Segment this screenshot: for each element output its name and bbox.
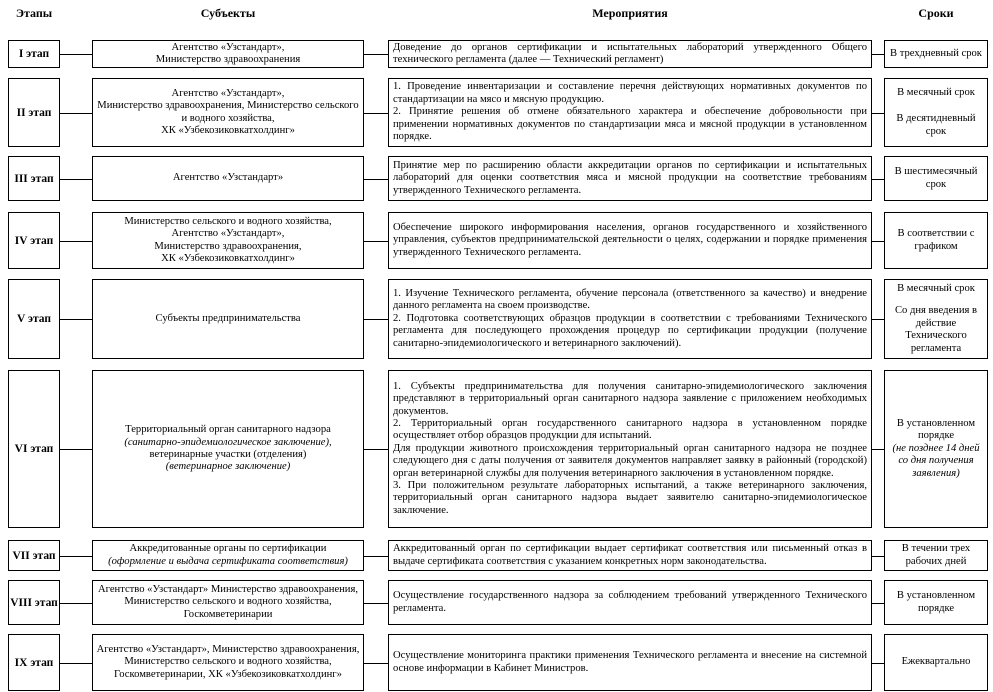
stage-box: V этап <box>8 279 60 359</box>
subject-text <box>156 42 300 67</box>
connector-line <box>872 241 884 242</box>
stage-box: II этап <box>8 78 60 147</box>
measure-paragraph: Обеспечение широкого информирования населения, органов государственного и хозяйственного управления, субъектов предпринимательской деятельности о целях, содержании и порядке применения утвержденного Технического регламента. <box>393 221 867 258</box>
connector-line <box>60 113 92 114</box>
connector-line <box>872 179 884 180</box>
measure-paragraph: Осуществление мониторинга практики применения Технического регламента и внесение на системной основе информации в Кабинет Министров. <box>393 650 867 674</box>
connector-line <box>872 449 884 450</box>
subject-line: Министерство здравоохранения, <box>154 240 302 252</box>
measures-text <box>393 590 867 615</box>
term-text: В соответствии с графиком <box>897 228 975 252</box>
subject-line: Агентство «Узстандарт» Министерство здравоохранения, Министерство сельского и водного хозяйства, Госкомветеринарии <box>97 583 359 620</box>
subject-line: Министерство сельского и водного хозяйства, <box>124 215 332 227</box>
term-text: В месячный срок <box>897 86 975 98</box>
subject-line: Агентство «Узстандарт», <box>171 228 285 240</box>
measure-paragraph: Для продукции животного происхождения территориальный орган санитарного надзора не позднее следующего дня с даты получения от заявителя документов направляет заявку в районный (городской) орган ветеринарной службы для получения ветеринарного заключения в установленном порядке. <box>393 442 867 479</box>
subject-box <box>92 78 364 147</box>
term-text: Со дня введения в действие Технического регламента <box>894 305 978 354</box>
measures-box <box>388 78 872 147</box>
connector-line <box>872 663 884 664</box>
connector-line <box>364 179 388 180</box>
term-text: В месячный срок <box>897 282 975 294</box>
measures-box <box>388 156 872 201</box>
subject-text <box>156 313 301 325</box>
subject-box <box>92 580 364 625</box>
connector-line <box>364 449 388 450</box>
stage-box: VII этап <box>8 540 60 571</box>
connector-line <box>60 319 92 320</box>
subject-text <box>124 216 331 266</box>
connector-line <box>364 663 388 664</box>
connector-line <box>872 319 884 320</box>
measures-box <box>388 634 872 691</box>
subject-box <box>92 279 364 359</box>
connector-line <box>60 241 92 242</box>
subject-line: Агентство «Узстандарт», <box>171 41 285 53</box>
subject-box <box>92 540 364 571</box>
term-text: В установленном порядке <box>896 417 976 442</box>
subject-line: (оформление и выдача сертификата соответствия) <box>108 555 348 567</box>
subject-box <box>92 156 364 201</box>
subject-text <box>96 88 360 138</box>
term-text: Ежеквартально <box>901 656 971 668</box>
subject-line: Министерство здравоохранения <box>155 54 301 65</box>
subject-line: Субъекты предпринимательства <box>155 312 301 324</box>
measure-paragraph: 1. Субъекты предпринимательства для получения санитарно-эпидемиологического заключения представляют в территориальный орган санитарного надзора заявление с приложением необходимых документов. <box>393 380 867 417</box>
measures-box <box>388 212 872 269</box>
subject-box <box>92 212 364 269</box>
measures-text <box>393 222 867 259</box>
connector-line <box>364 319 388 320</box>
subject-box <box>92 370 364 528</box>
subject-line: Министерство здравоохранения, Министерство сельского и водного хозяйства, <box>97 100 359 124</box>
measures-box <box>388 40 872 68</box>
subject-line: Агентство «Узстандарт», Министерство здравоохранения, Министерство сельского и водного хозяйства, Госкомветеринарии, ХК «Узбекозиковкатхолдинг» <box>96 643 360 680</box>
measures-box <box>388 279 872 359</box>
terms-box <box>884 156 988 201</box>
connector-line <box>364 54 388 55</box>
measure-paragraph: 1. Изучение Технического регламента, обучение персонала (ответственного за качество) и внедрение данного регламента на своем производстве. <box>393 287 867 312</box>
measures-text <box>393 650 867 675</box>
header-subject: Субъекты <box>200 6 256 20</box>
header-measures: Мероприятия <box>592 6 668 20</box>
measure-paragraph: 1. Проведение инвентаризации и составление перечня действующих нормативных документов по стандартизации на мясо и мясную продукцию. <box>393 81 867 105</box>
terms-box <box>884 634 988 691</box>
measures-box <box>388 370 872 528</box>
measures-text <box>393 160 867 197</box>
subject-line: Агентство «Узстандарт» <box>172 172 284 184</box>
subject-line: Территориальный орган санитарного надзора <box>125 424 331 436</box>
measures-text <box>393 381 867 517</box>
measures-box <box>388 580 872 625</box>
connector-line <box>60 54 92 55</box>
measures-text <box>393 543 867 568</box>
connector-line <box>872 556 884 557</box>
connector-line <box>872 113 884 114</box>
subject-text <box>96 584 360 621</box>
connector-line <box>364 556 388 557</box>
terms-box <box>884 279 988 359</box>
measures-text <box>393 81 867 143</box>
measure-paragraph: Осуществление государственного надзора за соблюдением требований утвержденного Технического регламента. <box>393 590 867 614</box>
term-text: В шестимесячный срок <box>894 166 978 190</box>
terms-box <box>884 540 988 571</box>
measure-paragraph: 2. Территориальный орган государственного санитарного надзора в установленном порядке осуществляет отбор образцов продукции для испытаний. <box>393 417 867 442</box>
subject-box <box>92 40 364 68</box>
subject-text <box>124 424 331 474</box>
term-text: В трехдневный срок <box>890 47 982 59</box>
connector-line <box>60 179 92 180</box>
subject-box <box>92 634 364 691</box>
subject-text <box>96 644 360 681</box>
connector-line <box>364 603 388 604</box>
connector-line <box>60 663 92 664</box>
stage-box: VI этап <box>8 370 60 528</box>
terms-box <box>884 370 988 528</box>
terms-box <box>884 580 988 625</box>
stage-box: I этап <box>8 40 60 68</box>
subject-line: ветеринарные участки (отделения) <box>149 449 307 460</box>
measure-paragraph: Аккредитованный орган по сертификации выдает сертификат соответствия или письменный отказ в выдаче сертификата соответствия с указанием конкретных норм законодательства. <box>393 543 867 567</box>
term-text: В течении трех рабочих дней <box>901 543 971 567</box>
stage-box: IV этап <box>8 212 60 269</box>
subject-line: Аккредитованные органы по сертификации <box>129 543 327 555</box>
stage-box: VIII этап <box>8 580 60 625</box>
subject-text <box>108 543 348 568</box>
header-terms: Сроки <box>918 6 954 20</box>
measures-text <box>393 288 867 350</box>
terms-box <box>884 40 988 68</box>
measure-paragraph: 3. При положительном результате лабораторных испытаний, а также ветеринарного заключения, территориальный орган санитарного надзора выдает заявителю санитарно-эпидемиологическое заключение. <box>393 480 867 516</box>
connector-line <box>60 603 92 604</box>
term-text: В установленном порядке <box>896 590 976 614</box>
measure-paragraph: Доведение до органов сертификации и испытательных лабораторий утвержденного Общего технического регламента (далее — Технический регламент) <box>393 41 867 65</box>
measure-paragraph: 2. Подготовка соответствующих образцов продукции в соответствии с требованиями Технического регламента для последующего прохождения процедур по сертификации продукции (получение санитарно-эпидемиологического и ветеринарного заключений). <box>393 312 867 349</box>
header-stage: Этапы <box>15 6 53 20</box>
subject-line: ХК «Узбекозиковкатхолдинг» <box>161 252 295 264</box>
connector-line <box>364 113 388 114</box>
measures-box <box>388 540 872 571</box>
subject-line: (санитарно-эпидемиологическое заключение), <box>124 436 332 448</box>
subject-line: Агентство «Узстандарт», <box>171 87 285 99</box>
measure-paragraph: Принятие мер по расширению области аккредитации органов по сертификации и испытательных лабораторий для оценки соответствия мяса и мясной продукции на соответствие требованиям утвержденного Технического регламента. <box>393 159 867 196</box>
subject-line: ХК «Узбекозиковкатхолдинг» <box>161 124 295 136</box>
stage-box: III этап <box>8 156 60 201</box>
connector-line <box>872 54 884 55</box>
terms-box <box>884 212 988 269</box>
connector-line <box>60 556 92 557</box>
stage-box: IX этап <box>8 634 60 691</box>
connector-line <box>60 449 92 450</box>
term-text: (не позднее 14 дней со дня получения заявления) <box>892 442 980 479</box>
measures-text <box>393 42 867 67</box>
connector-line <box>364 241 388 242</box>
connector-line <box>872 603 884 604</box>
terms-box <box>884 78 988 147</box>
measure-paragraph: 2. Принятие решения об отмене обязательного характера и обеспечение добровольности при применении нормативных документов по стандартизации мяса и мясной продукции в установленном порядке. <box>393 106 867 143</box>
subject-text <box>173 172 283 184</box>
subject-line: (ветеринарное заключение) <box>165 461 291 473</box>
term-text: В десятидневный срок <box>896 113 976 137</box>
